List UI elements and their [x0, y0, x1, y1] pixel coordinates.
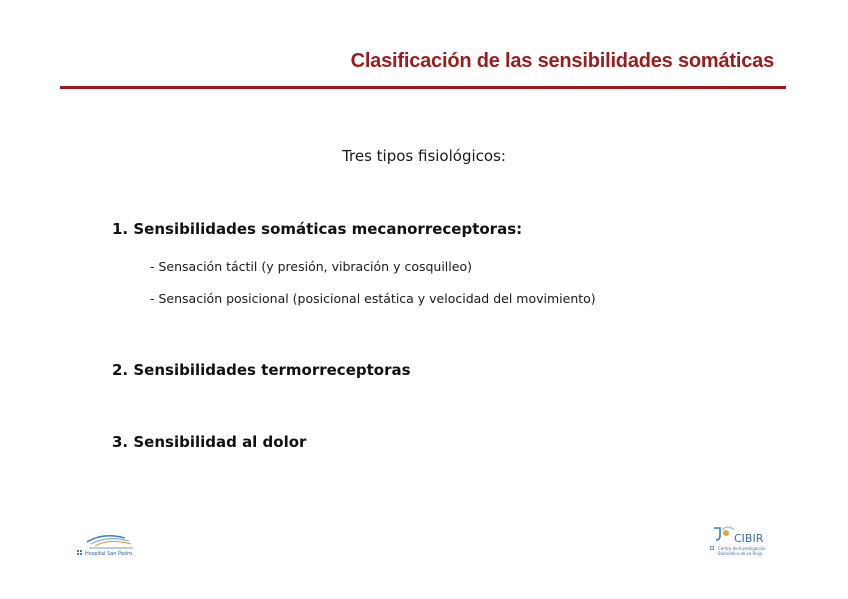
section-1-item-1: - Sensación táctil (y presión, vibración y cosquilleo)	[150, 259, 472, 274]
hospital-san-pedro-logo	[73, 530, 145, 560]
svg-text:CIBIR: CIBIR	[734, 532, 764, 545]
svg-text:Hospital San Pedro: Hospital San Pedro	[85, 551, 133, 557]
title-underline	[60, 86, 786, 89]
slide-title: Clasificación de las sensibilidades somáticas	[350, 50, 774, 72]
intro-text: Tres tipos fisiológicos:	[342, 147, 506, 165]
section-1-item-2: - Sensación posicional (posicional estática y velocidad del movimiento)	[150, 291, 596, 306]
svg-text:Biomédica de La Rioja: Biomédica de La Rioja	[718, 551, 763, 556]
cibir-logo	[708, 524, 792, 560]
section-heading-3: 3. Sensibilidad al dolor	[112, 433, 307, 451]
svg-text:Centro de Investigación: Centro de Investigación	[718, 546, 766, 551]
section-heading-1: 1. Sensibilidades somáticas mecanorreceptoras:	[112, 220, 523, 238]
section-heading-2: 2. Sensibilidades termorreceptoras	[112, 361, 411, 379]
